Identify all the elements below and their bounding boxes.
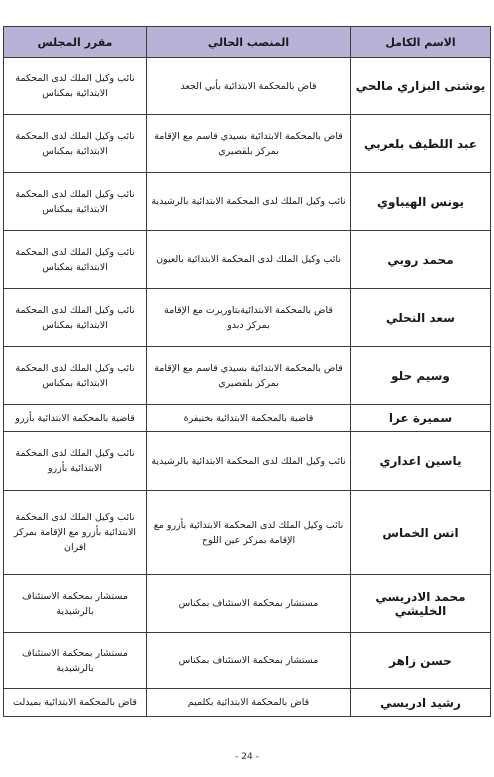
council-seat-cell: نائب وكيل الملك لدى المحكمة الابتدائية بمكناس xyxy=(4,231,147,289)
council-seat-cell: مستشار بمحكمة الاستئناف بالرشيدية xyxy=(4,633,147,689)
judges-table xyxy=(3,26,491,717)
table-row xyxy=(4,347,491,405)
table-row xyxy=(4,689,491,717)
current-position-cell: قاض بالمحكمة الابتدائيةبتاوريرت مع الإقامة بمركز دبدو xyxy=(147,289,351,347)
current-position-cell: مستشار بمحكمة الاستئناف بمكناس xyxy=(147,575,351,633)
table-row xyxy=(4,633,491,689)
current-position-cell: قاضية بالمحكمة الابتدائية بخنيفرة xyxy=(147,405,351,432)
full-name-cell: محمد الادريسي الخليشي xyxy=(351,575,491,633)
current-position-cell: قاض بالمحكمة الابتدائية بأبي الجعد xyxy=(147,58,351,115)
council-seat-cell: نائب وكيل الملك لدى المحكمة الابتدائية بمكناس xyxy=(4,289,147,347)
current-position-cell: قاض بالمحكمة الابتدائية بسيدي قاسم مع الإقامة بمركز بلقصيري xyxy=(147,115,351,173)
full-name-cell: محمد روبي xyxy=(351,231,491,289)
full-name-cell: يوشتى البزاري مالحي xyxy=(351,58,491,115)
full-name-cell: وسيم حلو xyxy=(351,347,491,405)
table-row xyxy=(4,432,491,491)
full-name-cell: رشيد ادريسي xyxy=(351,689,491,717)
table-row xyxy=(4,405,491,432)
council-seat-cell: قاض بالمحكمة الابتدائية بميدلت xyxy=(4,689,147,717)
full-name-cell: يونس الهيباوي xyxy=(351,173,491,231)
council-seat-cell: نائب وكيل الملك لدى المحكمة الابتدائية بمكناس xyxy=(4,58,147,115)
full-name-cell: انس الخماس xyxy=(351,491,491,575)
full-name-cell: ياسين اعداري xyxy=(351,432,491,491)
table-row xyxy=(4,289,491,347)
full-name-cell: حسن زاهر xyxy=(351,633,491,689)
council-seat-cell: نائب وكيل الملك لدى المحكمة الابتدائية بمكناس xyxy=(4,347,147,405)
current-position-cell: نائب وكيل الملك لدى المحكمة الابتدائية بالرشيدية xyxy=(147,432,351,491)
header-name: الاسم الكامل xyxy=(351,27,491,58)
table-header-row xyxy=(4,27,491,58)
council-seat-cell: نائب وكيل الملك لدى المحكمة الابتدائية بمكناس xyxy=(4,173,147,231)
current-position-cell: مستشار بمحكمة الاستئناف بمكناس xyxy=(147,633,351,689)
council-seat-cell: نائب وكيل الملك لدى المحكمة الابتدائية بأزرو مع الإقامة بمركز افران xyxy=(4,491,147,575)
full-name-cell: سميرة عرا xyxy=(351,405,491,432)
council-seat-cell: نائب وكيل الملك لدى المحكمة الابتدائية بمكناس xyxy=(4,115,147,173)
current-position-cell: قاض بالمحكمة الابتدائية بكلميم xyxy=(147,689,351,717)
header-position: المنصب الحالي xyxy=(147,27,351,58)
table-row xyxy=(4,173,491,231)
current-position-cell: قاض بالمحكمة الابتدائية بسيدي قاسم مع الإقامة بمركز بلقصيري xyxy=(147,347,351,405)
full-name-cell: سعد النحلي xyxy=(351,289,491,347)
page-number: - 24 - xyxy=(235,752,259,762)
current-position-cell: نائب وكيل الملك لدى المحكمة الابتدائية بأزرو مع الإقامة بمركز عين اللوح xyxy=(147,491,351,575)
council-seat-cell: مستشار بمحكمة الاستئناف بالرشيدية xyxy=(4,575,147,633)
current-position-cell: نائب وكيل الملك لدى المحكمة الابتدائية بالرشيدية xyxy=(147,173,351,231)
full-name-cell: عبد اللطيف بلعربي xyxy=(351,115,491,173)
council-seat-cell: قاضية بالمحكمة الابتدائية بأزرو xyxy=(4,405,147,432)
table-row xyxy=(4,491,491,575)
council-seat-cell: نائب وكيل الملك لدى المحكمة الابتدائية بأزرو xyxy=(4,432,147,491)
table-row xyxy=(4,58,491,115)
current-position-cell: نائب وكيل الملك لدى المحكمة الابتدائية بالعيون xyxy=(147,231,351,289)
table-row xyxy=(4,575,491,633)
header-seat: مقرر المجلس xyxy=(4,27,147,58)
table-row xyxy=(4,115,491,173)
table-row xyxy=(4,231,491,289)
